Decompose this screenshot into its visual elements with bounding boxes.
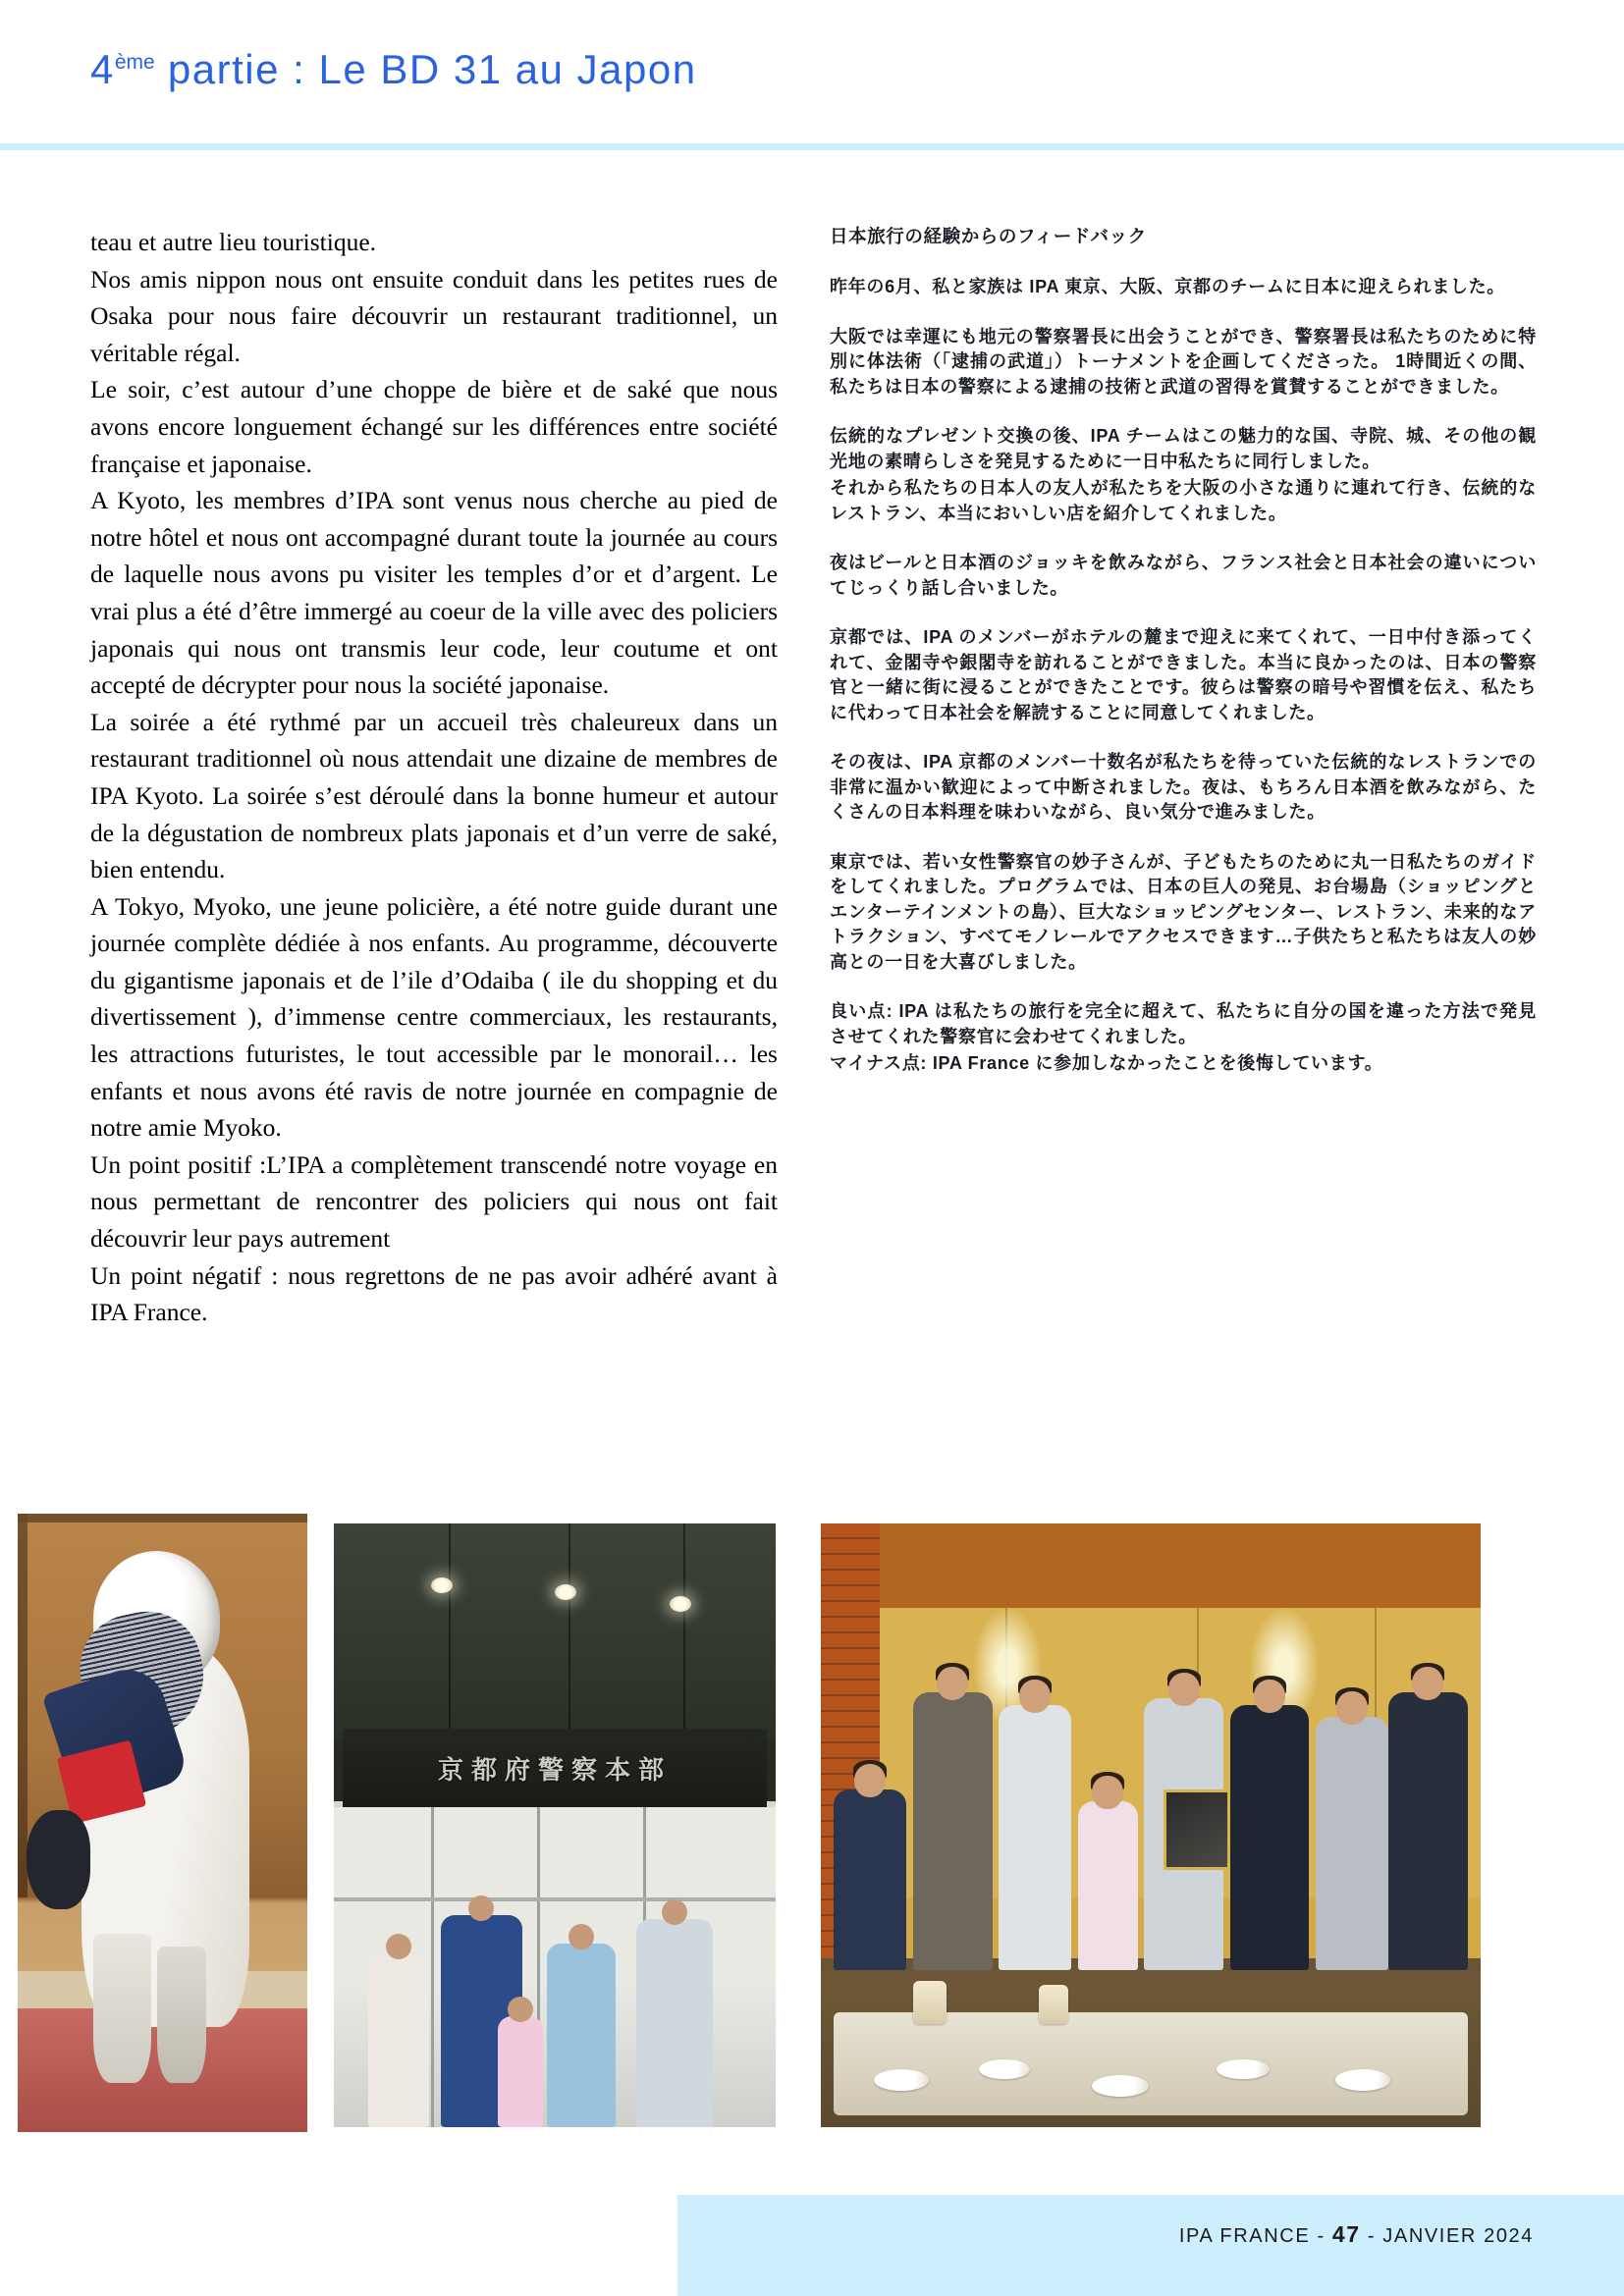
photo-person-head [1336, 1691, 1368, 1725]
photo-plate [874, 2069, 929, 2091]
photo-building-sign-band [343, 1729, 767, 1807]
paragraph: Un point positif :L’IPA a complètement transcendé notre voyage en nous permettant de rencontrer des policiers qui nous ont fait découvrir leur pays autrement [90, 1149, 778, 1254]
photo-person-head [1168, 1673, 1200, 1706]
photo-person-head [568, 1924, 594, 1949]
paragraph: 伝統的なプレゼント交換の後、IPA チームはこの魅力的な国、寺院、城、その他の観光地の素晴らしさを発見するために一日中私たちに同行しました。 [830, 426, 1537, 471]
photo-figure-leg-left [93, 1934, 151, 2082]
paragraph: 昨年の6月、私と家族は IPA 東京、大阪、京都のチームに日本に迎えられました。 [830, 277, 1506, 296]
photo-plate [1217, 2059, 1270, 2079]
photo-strip [0, 1514, 1624, 2132]
photo-person-child [1078, 1801, 1137, 1970]
photo-ceiling-lamp [555, 1584, 576, 1600]
japanese-heading: 日本旅行の経験からのフィードバック [830, 226, 1147, 246]
photo-group-dinner-with-ipa-kyoto-members [821, 1523, 1481, 2127]
photo-canopy-seam [683, 1523, 685, 1740]
footer-organisation: IPA FRANCE [1178, 2225, 1311, 2247]
photo-glove [27, 1810, 90, 1909]
paragraph: La soirée a été rythmé par un accueil très chaleureux dans un restaurant traditionnel où nous attendait une dizaine de membres de IPA Kyoto. La soirée s’est déroulé dans la bonne humeur et autour de la dégustation de nombreux plats japonais et d’un verre de saké, bien entendu. [90, 707, 778, 884]
photo-person-head [1019, 1680, 1051, 1713]
paragraph: その夜は、IPA 京都のメンバー十数名が私たちを待っていた伝統的なレストランでの非常に温かい歓迎によって中断されました。夜は、もちろん日本酒を飲みながら、たくさんの日本料理を味わいながら、良い気分で進みました。 [830, 752, 1537, 822]
photo-person [1230, 1705, 1310, 1971]
photo-person [913, 1692, 993, 1970]
photo-person-head [1412, 1667, 1443, 1700]
photo-person [1316, 1717, 1388, 1970]
photo-person-head [1092, 1776, 1123, 1809]
footer-date: JANVIER 2024 [1382, 2225, 1534, 2247]
photo-person-head [662, 1899, 687, 1925]
paragraph: teau et autre lieu touristique. [90, 228, 377, 256]
paragraph: A Tokyo, Myoko, une jeune policière, a été notre guide durant une journée complète dédiée à nos enfants. Au programme, découverte du gigantisme japonais et de l’ile d’Odaiba ( ile du shopping et du divertissement ), d’immense centre commerciaux, les restaurants, les attractions futuristes, le tout accessible par le monorail… les enfants et nous avons été ravis de notre journée en compagnie de notre amie Myoko. [90, 891, 778, 1143]
photo-entrance-canopy [334, 1523, 776, 1740]
photo-people-group [352, 1886, 758, 2127]
photo-person [547, 1944, 616, 2127]
photo-person [1388, 1692, 1468, 1970]
paragraph: マイナス点: IPA France に参加しなかったことを後悔しています。 [830, 1053, 1383, 1073]
paragraph: 良い点: IPA は私たちの旅行を完全に超えて、私たちに自分の国を違った方法で発見させてくれた警察官に会わせてくれました。 [830, 1001, 1537, 1046]
footer-caption [1179, 2221, 1534, 2248]
photo-person-head [468, 1896, 494, 1921]
page-header [0, 0, 1624, 149]
photo-person [999, 1705, 1071, 1971]
paragraph: 大阪では幸運にも地元の警察署長に出会うことができ、警察署長は私たちのために特別に体法術（「逮捕の武道」）トーナメントを企画してくださった。 1時間近くの間、私たちは日本の警察による逮捕の技術と武道の習得を賞賛することができました。 [830, 326, 1537, 397]
photo-plate [1092, 2075, 1149, 2097]
page-title-ordinal: ème [114, 51, 155, 74]
photo-figure-leg-right [157, 1947, 206, 2083]
footer-separator: - [1317, 2225, 1326, 2247]
japanese-article-column [830, 224, 1537, 1101]
french-article-column [90, 224, 778, 1331]
photo-glass [913, 1981, 947, 2024]
photo-person [636, 1919, 714, 2127]
photo-plate [1335, 2069, 1390, 2091]
photo-table-runner [834, 2012, 1467, 2115]
paragraph: Nos amis nippon nous ont ensuite conduit dans les petites rues de Osaka pour nous faire découvrir un restaurant traditionnel, un véritable régal. [90, 264, 778, 367]
photo-taiho-jutsu-demonstration [18, 1514, 307, 2132]
page-title-text: partie : Le BD 31 au Japon [154, 46, 697, 92]
paragraph: 夜はビールと日本酒のジョッキを飲みながら、フランス社会と日本社会の違いについてじっくり話し合いました。 [830, 553, 1537, 598]
photo-person-head [937, 1667, 968, 1700]
photo-person [368, 1953, 429, 2127]
paragraph: それから私たちの日本人の友人が私たちを大阪の小さな通りに連れて行き、伝統的なレストラン、本当においしい店を紹介してくれました。 [830, 478, 1537, 523]
paragraph: Un point négatif : nous regrettons de ne pas avoir adhéré avant à IPA France. [90, 1260, 778, 1327]
photo-ceiling-lamp [670, 1596, 691, 1612]
photo-person-head [1254, 1680, 1285, 1713]
paragraph: Le soir, c’est autour d’une choppe de bière et de saké que nous avons encore longuement échangé sur les différences entre société française et japonaise. [90, 375, 778, 478]
photo-person-child [498, 2016, 543, 2127]
photo-person-head [508, 1997, 533, 2022]
footer-page-number: 47 [1331, 2221, 1361, 2247]
page-title [90, 46, 697, 93]
photo-person-child [834, 1789, 906, 1971]
page-title-number: 4 [90, 46, 115, 92]
photo-person-head [386, 1934, 411, 1959]
photo-glass [1039, 1985, 1068, 2024]
photo-canopy-seam [568, 1523, 570, 1740]
photo-gift-plaque [1164, 1789, 1230, 1870]
photo-kyoto-prefectural-police-headquarters [334, 1523, 776, 2127]
photo-person-head [854, 1764, 886, 1797]
footer-separator: - [1367, 2225, 1377, 2247]
paragraph: A Kyoto, les membres d’IPA sont venus nous cherche au pied de notre hôtel et nous ont accompagné durant toute la journée au cours de laquelle nous avons pu visiter les temples d’or et d’argent. Le vrai plus a été d’être immergé au coeur de la ville avec des policiers japonais qui nous ont transmis leur code, leur coutume et ont accepté de décrypter pour nous la société japonaise. [90, 486, 778, 700]
photo-canopy-seam [449, 1523, 451, 1740]
photo-building-sign-text: 京都府警察本部 [437, 1755, 672, 1786]
paragraph: 京都では、IPA のメンバーがホテルの麓まで迎えに来てくれて、一日中付き添ってくれて、金閣寺や銀閣寺を訪れることができました。本当に良かったのは、日本の警察官と一緒に街に浸ることができたことです。彼らは警察の暗号や習慣を伝え、私たちに代わって日本社会を解読することに同意してくれました。 [830, 627, 1537, 722]
header-divider [0, 143, 1624, 150]
photo-plate [979, 2059, 1030, 2079]
paragraph: 東京では、若い女性警察官の妙子さんが、子どもたちのために丸一日私たちのガイドをしてくれました。プログラムでは、日本の巨人の発見、お台場島（ショッピングとエンターテインメントの島）、巨大なショッピングセンター、レストラン、未来的なアトラクション、すべてモノレールでアクセスできます…子供たちと私たちは友人の妙高との一日を大喜びしました。 [830, 851, 1537, 972]
